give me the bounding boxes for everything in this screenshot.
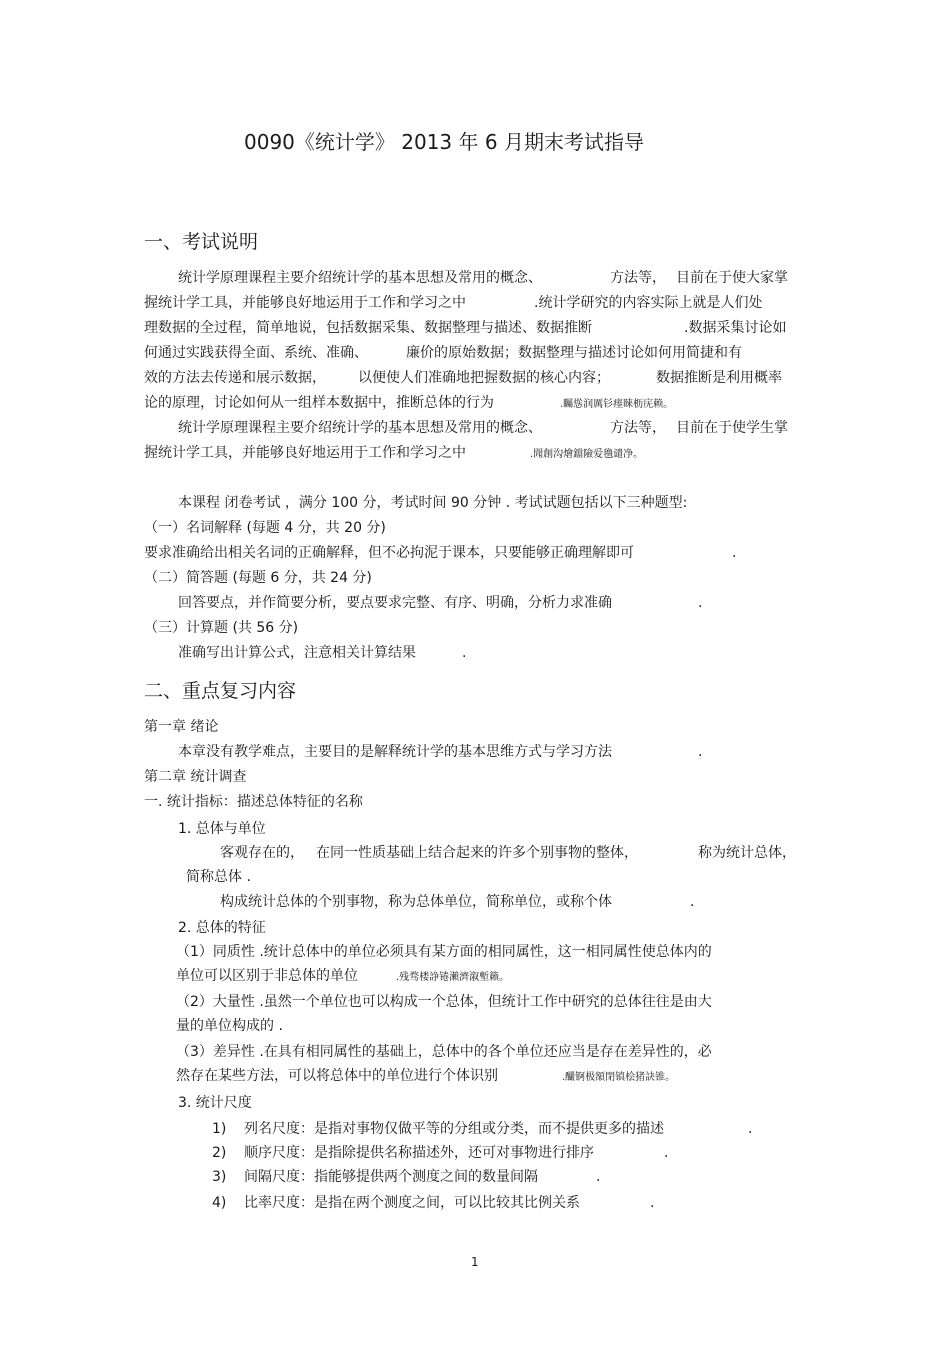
text-line: .数据采集讨论如 <box>684 320 787 336</box>
text-line: 以便使人们准确地把握数据的核心内容； <box>358 370 610 386</box>
text-period: . <box>690 894 695 910</box>
feature-1-line: 单位可以区别于非总体的单位 <box>176 968 358 984</box>
feature-3-line: 然存在某些方法，可以将总体中的单位进行个体识别 <box>176 1068 498 1084</box>
text-line: 目前在于使大家掌 <box>676 270 788 286</box>
scale-4-text: 比率尺度：是指在两个测度之间，可以比较其比例关系 <box>244 1195 580 1211</box>
text-line: 握统计学工具，并能够良好地运用于工作和学习之中 <box>144 295 466 311</box>
section-heading-exam-notes: 一、考试说明 <box>144 231 259 253</box>
text-period: . <box>650 1195 655 1211</box>
item-1-title: 1. 总体与单位 <box>178 821 266 837</box>
text-line: 何通过实践获得全面、系统、准确、 <box>144 345 368 361</box>
text-line: 廉价的原始数据；数据整理与描述讨论如何用简捷和有 <box>406 345 742 361</box>
scale-1-text: 列名尺度：是指对事物仅做平等的分组或分类，而不提供更多的描述 <box>244 1121 664 1137</box>
feature-3-line: （3）差异性 .在具有相同属性的基础上，总体中的各个单位还应当是存在差异性的，必 <box>176 1044 712 1060</box>
text-period: . <box>748 1121 753 1137</box>
chapter-1-desc: 本章没有教学难点，主要目的是解释统计学的基本思维方式与学习方法 <box>178 744 612 760</box>
text-line: 数据推断是利用概率 <box>656 370 782 386</box>
text-line: .矚慫润厲钐瘗睞枥庑赖。 <box>560 399 674 410</box>
text-line: 目前在于使学生掌 <box>676 420 788 436</box>
feature-3-line: .釅锕极額閉镇桧猪訣锥。 <box>562 1072 676 1083</box>
text-line: 称为统计总体， <box>698 845 796 861</box>
feature-2-line: 量的单位构成的 . <box>176 1018 283 1034</box>
text-line: 统计学原理课程主要介绍统计学的基本思想及常用的概念、 <box>178 270 542 286</box>
scale-3-number: 3) <box>212 1169 227 1185</box>
question-type-2: （二）简答题 (每题 6 分，共 24 分) <box>144 570 372 586</box>
subsection-stat-indicator: 一. 统计指标：描述总体特征的名称 <box>144 794 363 810</box>
feature-2-line: （2）大量性 .虽然一个单位也可以构成一个总体，但统计工作中研究的总体往往是由大 <box>176 994 712 1010</box>
text-period: . <box>698 595 703 611</box>
text-line: .统计学研究的内容实际上就是人们处 <box>534 295 763 311</box>
text-line: 简称总体 . <box>186 869 251 885</box>
item-3-title: 3. 统计尺度 <box>178 1095 252 1111</box>
exam-intro: 本课程 闭卷考试 ，满分 100 分，考试时间 90 分钟 . 考试试题包括以下三种题型: <box>178 495 688 511</box>
text-period: . <box>596 1169 601 1185</box>
text-line: .聞創沟燴鐺險爱氇谴净。 <box>530 449 644 460</box>
feature-1-line: （1）同质性 .统计总体中的单位必须具有某方面的相同属性，这一相同属性使总体内的 <box>176 944 712 960</box>
text-line: 客观存在的， <box>220 845 304 861</box>
chapter-1-title: 第一章 绪论 <box>144 719 219 735</box>
text-line: 在同一性质基础上结合起来的许多个别事物的整体， <box>316 845 638 861</box>
text-line: 方法等， <box>610 270 666 286</box>
feature-1-line: .残骛楼諍锩瀨濟溆塹籟。 <box>396 972 510 983</box>
scale-4-number: 4) <box>212 1195 227 1211</box>
question-type-3: （三）计算题 (共 56 分) <box>144 620 299 636</box>
text-line: 理数据的全过程，简单地说，包括数据采集、数据整理与描述、数据推断 <box>144 320 592 336</box>
text-line: 论的原理，讨论如何从一组样本数据中，推断总体的行为 <box>144 395 494 411</box>
question-type-1-desc: 要求准确给出相关名词的正确解释，但不必拘泥于课本，只要能够正确理解即可 <box>144 545 634 561</box>
item-2-title: 2. 总体的特征 <box>178 920 266 936</box>
text-line: 效的方法去传递和展示数据， <box>144 370 326 386</box>
question-type-1: （一）名词解释 (每题 4 分，共 20 分) <box>144 520 386 536</box>
chapter-2-title: 第二章 统计调查 <box>144 769 247 785</box>
scale-2-text: 顺序尺度：是指除提供名称描述外，还可对事物进行排序 <box>244 1145 594 1161</box>
section-heading-review: 二、重点复习内容 <box>144 680 297 702</box>
text-period: . <box>732 545 737 561</box>
text-line: 握统计学工具，并能够良好地运用于工作和学习之中 <box>144 445 466 461</box>
text-line: 统计学原理课程主要介绍统计学的基本思想及常用的概念、 <box>178 420 542 436</box>
text-period: . <box>462 645 467 661</box>
scale-1-number: 1) <box>212 1121 227 1137</box>
page-number: 1 <box>471 1255 479 1269</box>
text-period: . <box>664 1145 669 1161</box>
text-line: 构成统计总体的个别事物，称为总体单位，简称单位，或称个体 <box>220 894 612 910</box>
document-title: 0090《统计学》 2013 年 6 月期末考试指导 <box>244 130 644 154</box>
text-period: . <box>698 744 703 760</box>
scale-2-number: 2) <box>212 1145 227 1161</box>
scale-3-text: 间隔尺度：指能够提供两个测度之间的数量间隔 <box>244 1169 538 1185</box>
question-type-2-desc: 回答要点，并作简要分析，要点要求完整、有序、明确，分析力求准确 <box>178 595 612 611</box>
text-line: 方法等， <box>610 420 666 436</box>
question-type-3-desc: 准确写出计算公式，注意相关计算结果 <box>178 645 416 661</box>
